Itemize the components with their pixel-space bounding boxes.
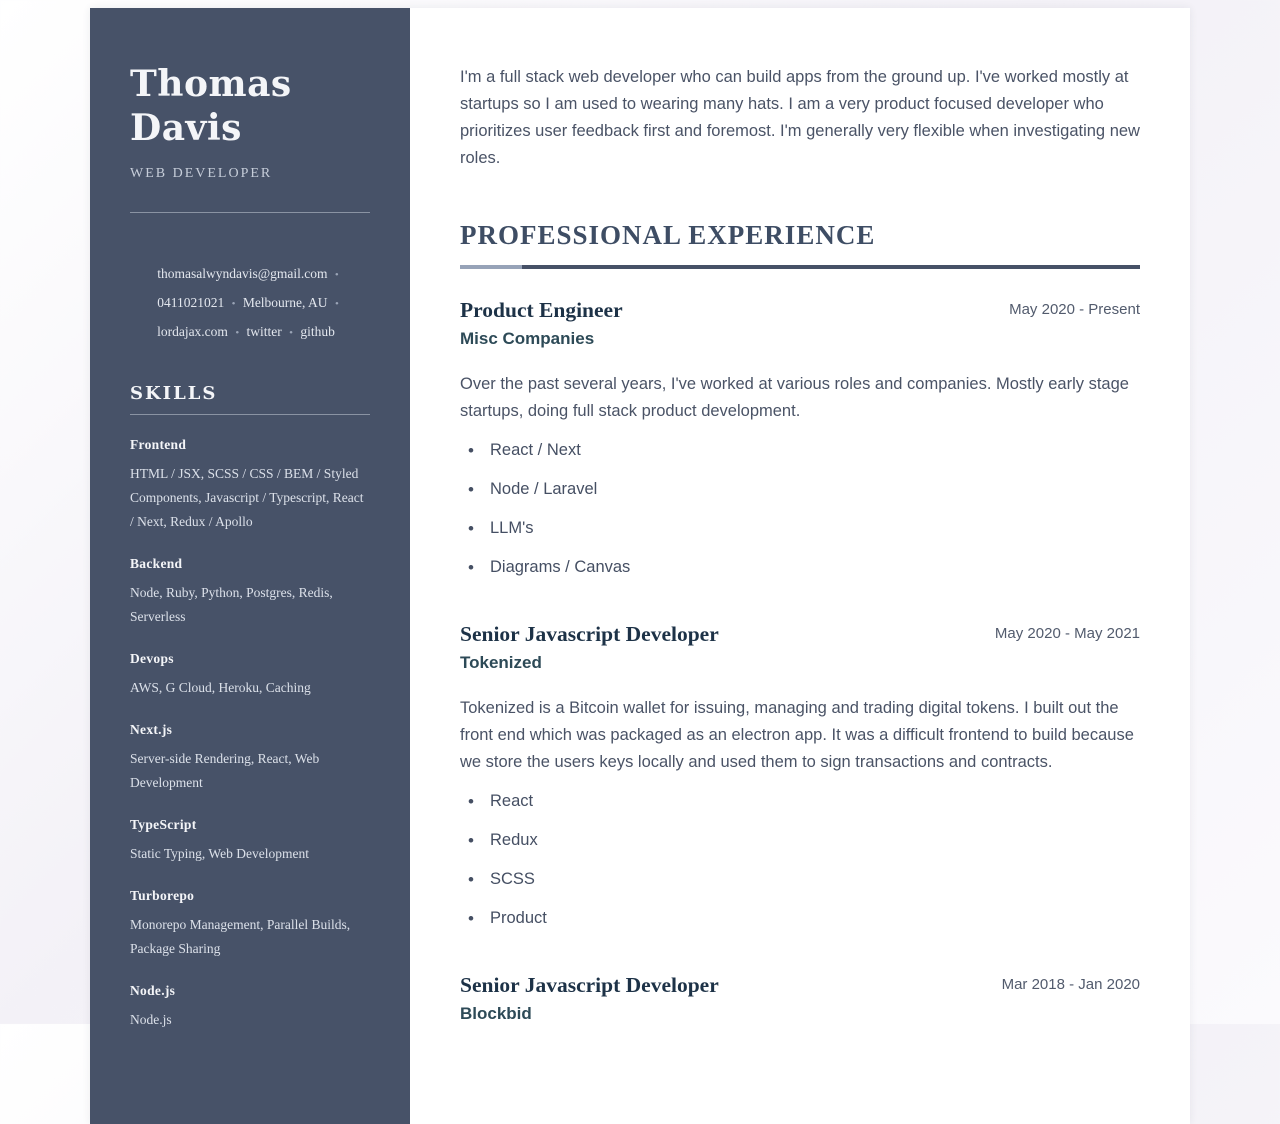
- job-highlights-list: [460, 788, 1140, 932]
- skill-group-name: Node.js: [130, 983, 176, 998]
- job-highlight-text: React: [490, 792, 534, 810]
- job-description: Tokenized is a Bitcoin wallet for issuing, managing and trading digital tokens. I built out the front end which was packaged as an electron app. It was a difficult frontend to build because we store the users keys locally and used them to sign transactions and contracts.: [460, 699, 1134, 771]
- skill-group: [130, 437, 370, 534]
- skill-group-keywords: Server-side Rendering, React, Web Development: [130, 751, 320, 790]
- contact-item[interactable]: 0411021021: [157, 295, 225, 310]
- job-dates: Mar 2018 - Jan 2020: [1001, 976, 1140, 993]
- contact-separator: •: [231, 298, 236, 310]
- job-highlight-item: [460, 476, 1140, 503]
- job-highlight-item: [460, 554, 1140, 581]
- job-entry: [460, 297, 1140, 581]
- contact-item[interactable]: github: [300, 324, 335, 339]
- job-title: Senior Javascript Developer: [460, 622, 719, 646]
- summary-paragraph: I'm a full stack web developer who can build apps from the ground up. I've worked mostly at startups so I am used to wearing many hats. I am a very product focused developer who prioritizes user feedback first and foremost. I'm generally very flexible when investigating new roles.: [460, 68, 1140, 167]
- skill-group-keywords: Monorepo Management, Parallel Builds, Package Sharing: [130, 917, 351, 956]
- contact-item[interactable]: thomasalwyndavis@gmail.com: [157, 266, 328, 281]
- job-description: Over the past several years, I've worked at various roles and companies. Mostly early stage startups, doing full stack product development.: [460, 375, 1129, 420]
- contact-item[interactable]: Melbourne, AU: [242, 295, 328, 310]
- job-highlight-item: [460, 788, 1140, 815]
- job-title: Product Engineer: [460, 298, 623, 322]
- job-heading-block: [460, 297, 623, 349]
- contact-item[interactable]: lordajax.com: [157, 324, 228, 339]
- job-highlight-item: [460, 905, 1140, 932]
- job-company: Blockbid: [460, 1004, 532, 1023]
- contact-separator: [335, 327, 343, 339]
- job-heading-block: [460, 972, 719, 1024]
- skill-group-keywords: HTML / JSX, SCSS / CSS / BEM / Styled Components, Javascript / Typescript, React / Next, Redux / Apollo: [130, 466, 364, 529]
- job-highlight-text: Product: [490, 909, 547, 927]
- job-highlight-text: SCSS: [490, 870, 535, 888]
- contact-separator: •: [334, 298, 339, 310]
- skill-group-name: Turborepo: [130, 888, 195, 903]
- skill-group: [130, 817, 370, 866]
- contact-item[interactable]: twitter: [246, 324, 282, 339]
- person-job-title: WEB DEVELOPER: [130, 166, 273, 181]
- job-company: Misc Companies: [460, 329, 595, 348]
- sidebar: [90, 8, 410, 1124]
- skill-group-keywords: Node, Ruby, Python, Postgres, Redis, Serverless: [130, 585, 333, 624]
- experience-section-heading: PROFESSIONAL EXPERIENCE: [460, 220, 876, 250]
- job-header: [460, 621, 1140, 673]
- skill-group-keywords: AWS, G Cloud, Heroku, Caching: [130, 680, 311, 695]
- contact-separator: •: [334, 269, 339, 281]
- skill-group: [130, 888, 370, 961]
- skill-group: [130, 556, 370, 629]
- job-dates: May 2020 - May 2021: [994, 625, 1140, 642]
- job-header: [460, 297, 1140, 349]
- job-header: [460, 972, 1140, 1024]
- job-highlights-list: [460, 437, 1140, 581]
- sidebar-divider: [130, 212, 370, 213]
- job-highlight-item: [460, 866, 1140, 893]
- job-company: Tokenized: [460, 653, 542, 672]
- skill-group-keywords: Static Typing, Web Development: [130, 846, 309, 861]
- job-highlight-text: LLM's: [490, 519, 534, 537]
- job-dates: May 2020 - Present: [1009, 301, 1140, 318]
- skills-list: [130, 437, 370, 1032]
- job-highlight-item: [460, 515, 1140, 542]
- skill-group-name: Frontend: [130, 437, 187, 452]
- job-highlight-text: Redux: [490, 831, 538, 849]
- skills-heading: SKILLS: [130, 383, 218, 404]
- job-highlight-item: [460, 827, 1140, 854]
- skill-group: [130, 983, 370, 1032]
- contact-separator: •: [235, 327, 240, 339]
- job-heading-block: [460, 621, 719, 673]
- job-entry: [460, 972, 1140, 1024]
- job-highlight-item: [460, 437, 1140, 464]
- skill-group-keywords: Node.js: [130, 1012, 172, 1027]
- skill-group-name: TypeScript: [130, 817, 197, 832]
- skill-group: [130, 722, 370, 795]
- skill-group-name: Next.js: [130, 722, 173, 737]
- skill-group-name: Devops: [130, 651, 174, 666]
- skill-group: [130, 651, 370, 700]
- job-entry: [460, 621, 1140, 932]
- job-highlight-text: Diagrams / Canvas: [490, 558, 631, 576]
- skill-group-name: Backend: [130, 556, 183, 571]
- main-content: [410, 8, 1190, 1124]
- section-heading-rule: [460, 265, 1140, 269]
- contact-info: [130, 260, 370, 347]
- skills-divider: [130, 414, 370, 415]
- job-highlight-text: Node / Laravel: [490, 480, 598, 498]
- job-highlight-text: React / Next: [490, 441, 581, 459]
- experience-list: [460, 297, 1140, 1024]
- resume-card: [90, 8, 1190, 1124]
- job-title: Senior Javascript Developer: [460, 973, 719, 997]
- person-name: Thomas Davis: [130, 63, 292, 149]
- contact-separator: •: [289, 327, 294, 339]
